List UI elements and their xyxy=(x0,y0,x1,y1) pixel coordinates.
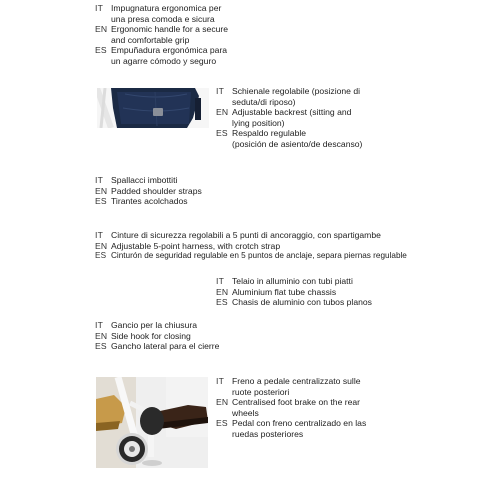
lang-code: ES xyxy=(216,128,228,139)
lang-code: IT xyxy=(95,320,104,330)
feature-text: Chasis de aluminio con tubos planos xyxy=(232,297,372,308)
lang-row-en xyxy=(95,241,415,252)
feature-text: Centralised foot brake on the rear wheels xyxy=(232,397,361,418)
lang-code: IT xyxy=(95,3,104,13)
lang-row-it xyxy=(95,320,275,331)
lang-row-en xyxy=(95,331,275,342)
lang-row-it xyxy=(95,230,415,241)
backrest-illustration xyxy=(97,88,209,128)
section-handle xyxy=(95,3,275,67)
backrest-photo xyxy=(97,88,209,128)
lang-row-it xyxy=(95,3,275,24)
feature-text: Ergonomic handle for a secure and comfortable grip xyxy=(111,24,229,45)
lang-code: ES xyxy=(95,251,107,261)
feature-text: Aluminium flat tube chassis xyxy=(232,286,337,297)
feature-text: Freno a pedale centralizzato sulle ruote posteriori xyxy=(232,376,361,397)
lang-code: ES xyxy=(95,45,107,56)
lang-code: EN xyxy=(95,24,108,35)
feature-text: Adjustable backrest (sitting and lying position) xyxy=(232,107,352,128)
lang-row-it xyxy=(216,376,406,397)
lang-code: IT xyxy=(216,86,225,96)
section-harness xyxy=(95,230,415,262)
feature-text: Cinturón de seguridad regulable en 5 puntos de anclaje, separa piernas regulable xyxy=(111,251,407,261)
section-backrest xyxy=(216,86,396,150)
lang-row-es xyxy=(216,297,416,308)
feature-text: Telaio in alluminio con tubi piatti xyxy=(232,276,353,286)
feature-text: Schienale regolabile (posizione di seduta/di riposo) xyxy=(232,86,361,107)
lang-row-es xyxy=(95,196,275,207)
feature-text: Spallacci imbottiti xyxy=(111,175,178,185)
lang-row-es xyxy=(216,128,396,149)
lang-code: EN xyxy=(95,330,108,341)
lang-code: EN xyxy=(216,397,229,408)
lang-row-es xyxy=(95,341,275,352)
section-side-hook xyxy=(95,320,275,352)
lang-row-es xyxy=(216,418,406,439)
lang-code: EN xyxy=(216,107,229,118)
lang-code: ES xyxy=(216,418,228,429)
lang-row-es xyxy=(95,251,415,262)
feature-text: Gancho lateral para el cierre xyxy=(111,341,220,352)
lang-row-en xyxy=(95,186,275,197)
lang-code: ES xyxy=(95,341,107,352)
lang-row-en xyxy=(216,107,396,128)
lang-code: IT xyxy=(95,230,104,240)
section-chassis xyxy=(216,276,416,308)
lang-row-it xyxy=(216,86,396,107)
lang-row-it xyxy=(216,276,416,287)
lang-code: EN xyxy=(95,240,108,251)
feature-text: Impugnatura ergonomica per una presa comoda e sicura xyxy=(111,3,222,24)
feature-text: Cinture di sicurezza regolabili a 5 punti di ancoraggio, con spartigambe xyxy=(111,230,381,240)
lang-row-it xyxy=(95,175,275,186)
feature-text: Side hook for closing xyxy=(111,330,191,341)
foot-brake-photo xyxy=(96,377,208,468)
section-shoulder-straps xyxy=(95,175,275,207)
lang-row-en xyxy=(216,287,416,298)
lang-code: ES xyxy=(95,196,107,207)
feature-text: Adjustable 5-point harness, with crotch strap xyxy=(111,240,281,251)
feature-text: Pedal con freno centralizado en las ruedas posteriores xyxy=(232,418,367,439)
lang-code: ES xyxy=(216,297,228,308)
section-foot-brake xyxy=(216,376,406,440)
lang-code: EN xyxy=(95,185,108,196)
feature-text: Respaldo regulable (posición de asiento/de descanso) xyxy=(232,128,363,149)
lang-row-en xyxy=(95,24,275,45)
lang-code: EN xyxy=(216,286,229,297)
lang-row-es xyxy=(95,45,275,66)
lang-code: IT xyxy=(216,376,225,386)
lang-row-en xyxy=(216,397,406,418)
feature-text: Empuñadura ergonómica para un agarre cómodo y seguro xyxy=(111,45,228,66)
feature-text: Padded shoulder straps xyxy=(111,185,202,196)
feature-text: Tirantes acolchados xyxy=(111,196,188,207)
feature-text: Gancio per la chiusura xyxy=(111,320,197,330)
foot-brake-illustration xyxy=(96,377,208,468)
lang-code: IT xyxy=(216,276,225,286)
lang-code: IT xyxy=(95,175,104,185)
